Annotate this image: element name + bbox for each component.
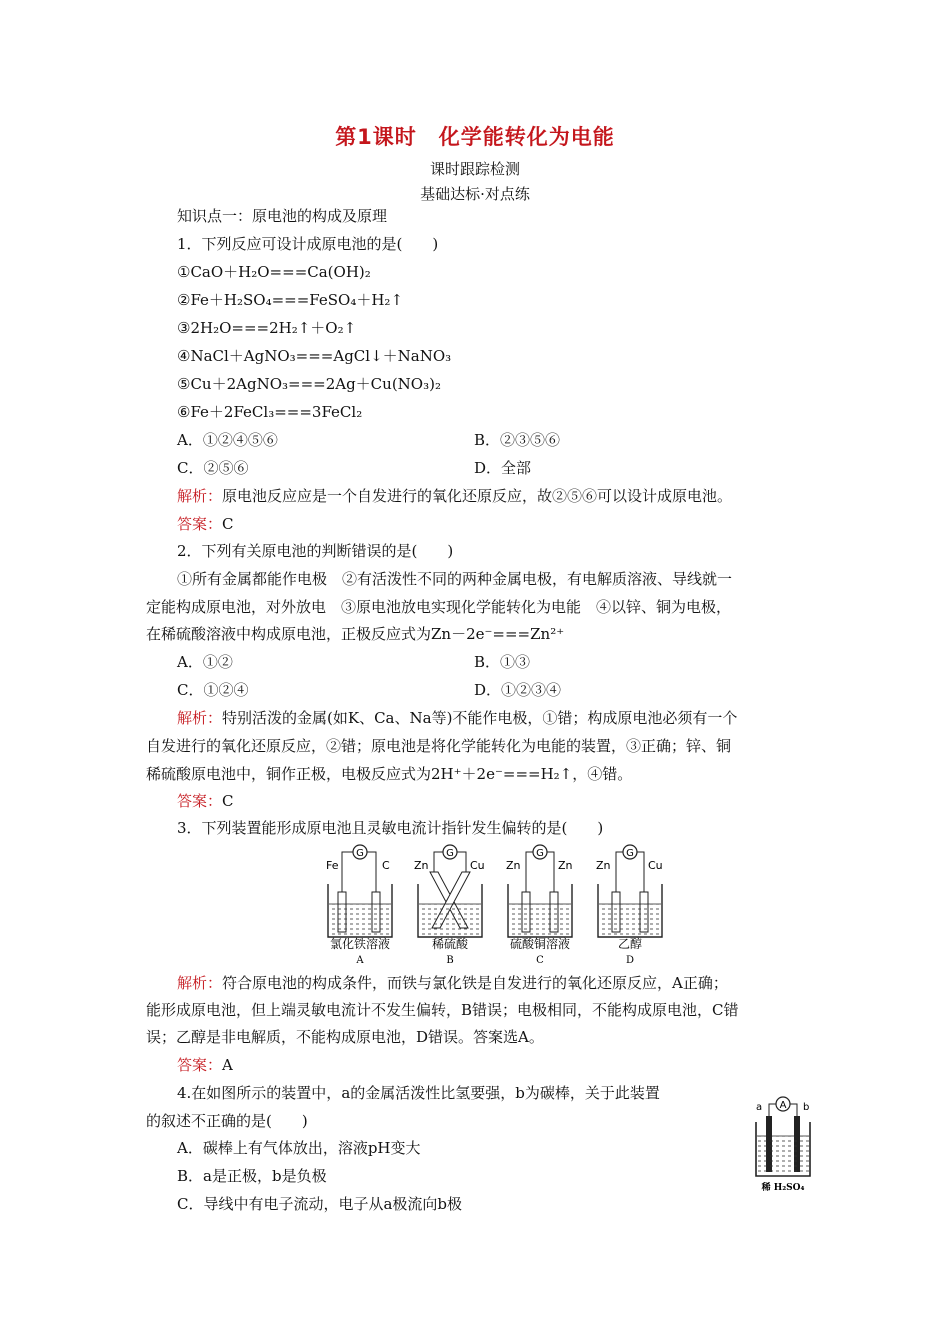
q2-analysis-text-1: 特别活泼的金属(如K、Ca、Na等)不能作电极，①错；构成原电池必须有一个 bbox=[222, 709, 738, 727]
q1-analysis-text: 原电池反应应是一个自发进行的氧化还原反应，故②⑤⑥可以设计成原电池。 bbox=[222, 487, 733, 505]
analysis-label: 解析： bbox=[177, 974, 223, 992]
q2-option-b: B．①③ bbox=[474, 653, 531, 671]
svg-text:Zn: Zn bbox=[558, 859, 573, 872]
device-c bbox=[506, 845, 573, 966]
q2-stem: 2．下列有关原电池的判断错误的是( ) bbox=[177, 542, 454, 560]
q4-stem-line-2: 的叙述不正确的是( ) bbox=[146, 1112, 308, 1130]
answer-label: 答案： bbox=[177, 515, 223, 533]
subtitle-tracking: 课时跟踪检测 bbox=[429, 160, 520, 178]
q1-option-d: D．全部 bbox=[474, 459, 532, 477]
q2-analysis-line-1 bbox=[177, 708, 737, 728]
q1-analysis bbox=[177, 486, 732, 506]
svg-text:b: b bbox=[803, 1102, 810, 1113]
q3-analysis-line-2: 能形成原电池，但上端灵敏电流计不发生偏转，B错误；电极相同，不能构成原电池，C错 bbox=[146, 1001, 739, 1019]
q1-answer-text: C bbox=[222, 515, 234, 533]
q3-answer bbox=[177, 1055, 233, 1075]
q4-option-a: A．碳棒上有气体放出，溶液pH变大 bbox=[177, 1139, 421, 1157]
svg-text:G: G bbox=[536, 848, 544, 859]
q2-option-a: A．①② bbox=[177, 653, 233, 671]
svg-text:氯化铁溶液: 氯化铁溶液 bbox=[329, 937, 391, 951]
device-a bbox=[326, 845, 392, 966]
q1-reaction-5: ⑤Cu＋2AgNO₃===2Ag＋Cu(NO₃)₂ bbox=[177, 375, 441, 393]
svg-text:B: B bbox=[446, 955, 454, 966]
svg-text:C: C bbox=[536, 955, 544, 966]
q4-option-b: B．a是正极，b是负极 bbox=[177, 1167, 327, 1185]
svg-text:a: a bbox=[756, 1102, 763, 1113]
svg-text:Cu: Cu bbox=[470, 859, 485, 872]
q4-device-figure bbox=[752, 1094, 814, 1194]
svg-text:乙醇: 乙醇 bbox=[617, 937, 643, 951]
q1-reaction-3: ③2H₂O===2H₂↑＋O₂↑ bbox=[177, 319, 357, 337]
q1-option-b: B．②③⑤⑥ bbox=[474, 431, 561, 449]
page-title: 第1课时 化学能转化为电能 bbox=[335, 125, 615, 149]
q3-analysis-line-3: 误；乙醇是非电解质，不能构成原电池，D错误。答案选A。 bbox=[146, 1028, 544, 1046]
q3-stem: 3．下列装置能形成原电池且灵敏电流计指针发生偏转的是( ) bbox=[177, 819, 604, 837]
svg-text:稀 H₂SO₄: 稀 H₂SO₄ bbox=[761, 1183, 805, 1193]
q2-analysis-line-2: 自发进行的氧化还原反应，②错；原电池是将化学能转化为电能的装置，③正确；锌、铜 bbox=[146, 737, 732, 755]
q3-analysis-text-1: 符合原电池的构成条件，而铁与氯化铁是自发进行的氧化还原反应，A正确； bbox=[222, 974, 728, 992]
answer-label: 答案： bbox=[177, 1056, 223, 1074]
q2-answer bbox=[177, 791, 234, 811]
svg-text:G: G bbox=[356, 848, 364, 859]
q2-option-c: C．①②④ bbox=[177, 681, 249, 699]
svg-text:G: G bbox=[626, 848, 634, 859]
section-heading: 知识点一：原电池的构成及原理 bbox=[177, 207, 388, 225]
svg-text:G: G bbox=[446, 848, 454, 859]
q1-reaction-2: ②Fe＋H₂SO₄===FeSO₄＋H₂↑ bbox=[177, 291, 404, 309]
q4-stem-line-1: 4.在如图所示的装置中，a的金属活泼性比氢要强，b为碳棒，关于此装置 bbox=[177, 1084, 660, 1102]
svg-text:Zn: Zn bbox=[414, 859, 429, 872]
q1-option-a: A．①②④⑤⑥ bbox=[177, 431, 278, 449]
q3-answer-text: A bbox=[222, 1056, 233, 1074]
analysis-label: 解析： bbox=[177, 709, 223, 727]
answer-label: 答案： bbox=[177, 792, 223, 810]
q2-answer-text: C bbox=[222, 792, 234, 810]
q3-devices-figure bbox=[300, 842, 680, 967]
svg-text:硫酸铜溶液: 硫酸铜溶液 bbox=[509, 937, 571, 951]
q3-analysis-line-1 bbox=[177, 973, 728, 993]
q1-answer bbox=[177, 514, 234, 534]
q4-option-c: C．导线中有电子流动，电子从a极流向b极 bbox=[177, 1195, 463, 1213]
device-b bbox=[414, 845, 485, 966]
device-d bbox=[596, 845, 663, 966]
analysis-label: 解析： bbox=[177, 487, 223, 505]
q1-stem: 1．下列反应可设计成原电池的是( ) bbox=[177, 235, 439, 253]
q1-reaction-6: ⑥Fe＋2FeCl₃===3FeCl₂ bbox=[177, 403, 363, 421]
q1-reaction-4: ④NaCl＋AgNO₃===AgCl↓＋NaNO₃ bbox=[177, 347, 452, 365]
svg-text:A: A bbox=[356, 955, 364, 966]
q1-reaction-1: ①CaO＋H₂O===Ca(OH)₂ bbox=[177, 263, 371, 281]
q2-option-d: D．①②③④ bbox=[474, 681, 562, 699]
q2-statement-line-3: 在稀硫酸溶液中构成原电池，正极反应式为Zn－2e⁻===Zn²⁺ bbox=[146, 625, 565, 643]
svg-text:A: A bbox=[779, 1100, 787, 1111]
svg-text:Zn: Zn bbox=[506, 859, 521, 872]
svg-text:稀硫酸: 稀硫酸 bbox=[431, 937, 469, 951]
subtitle-practice: 基础达标·对点练 bbox=[420, 185, 530, 203]
svg-text:Cu: Cu bbox=[648, 859, 663, 872]
svg-text:D: D bbox=[625, 955, 635, 966]
q2-statement-line-2: 定能构成原电池，对外放电 ③原电池放电实现化学能转化为电能 ④以锌、铜为电极， bbox=[146, 598, 732, 616]
svg-text:Fe: Fe bbox=[326, 859, 339, 872]
svg-text:C: C bbox=[382, 859, 390, 872]
q2-statement-line-1: ①所有金属都能作电极 ②有活泼性不同的两种金属电极，有电解质溶液、导线就一 bbox=[177, 570, 733, 588]
q2-analysis-line-3: 稀硫酸原电池中，铜作正极，电极反应式为2H⁺＋2e⁻===H₂↑，④错。 bbox=[146, 765, 633, 783]
q1-option-c: C．②⑤⑥ bbox=[177, 459, 249, 477]
svg-text:Zn: Zn bbox=[596, 859, 611, 872]
